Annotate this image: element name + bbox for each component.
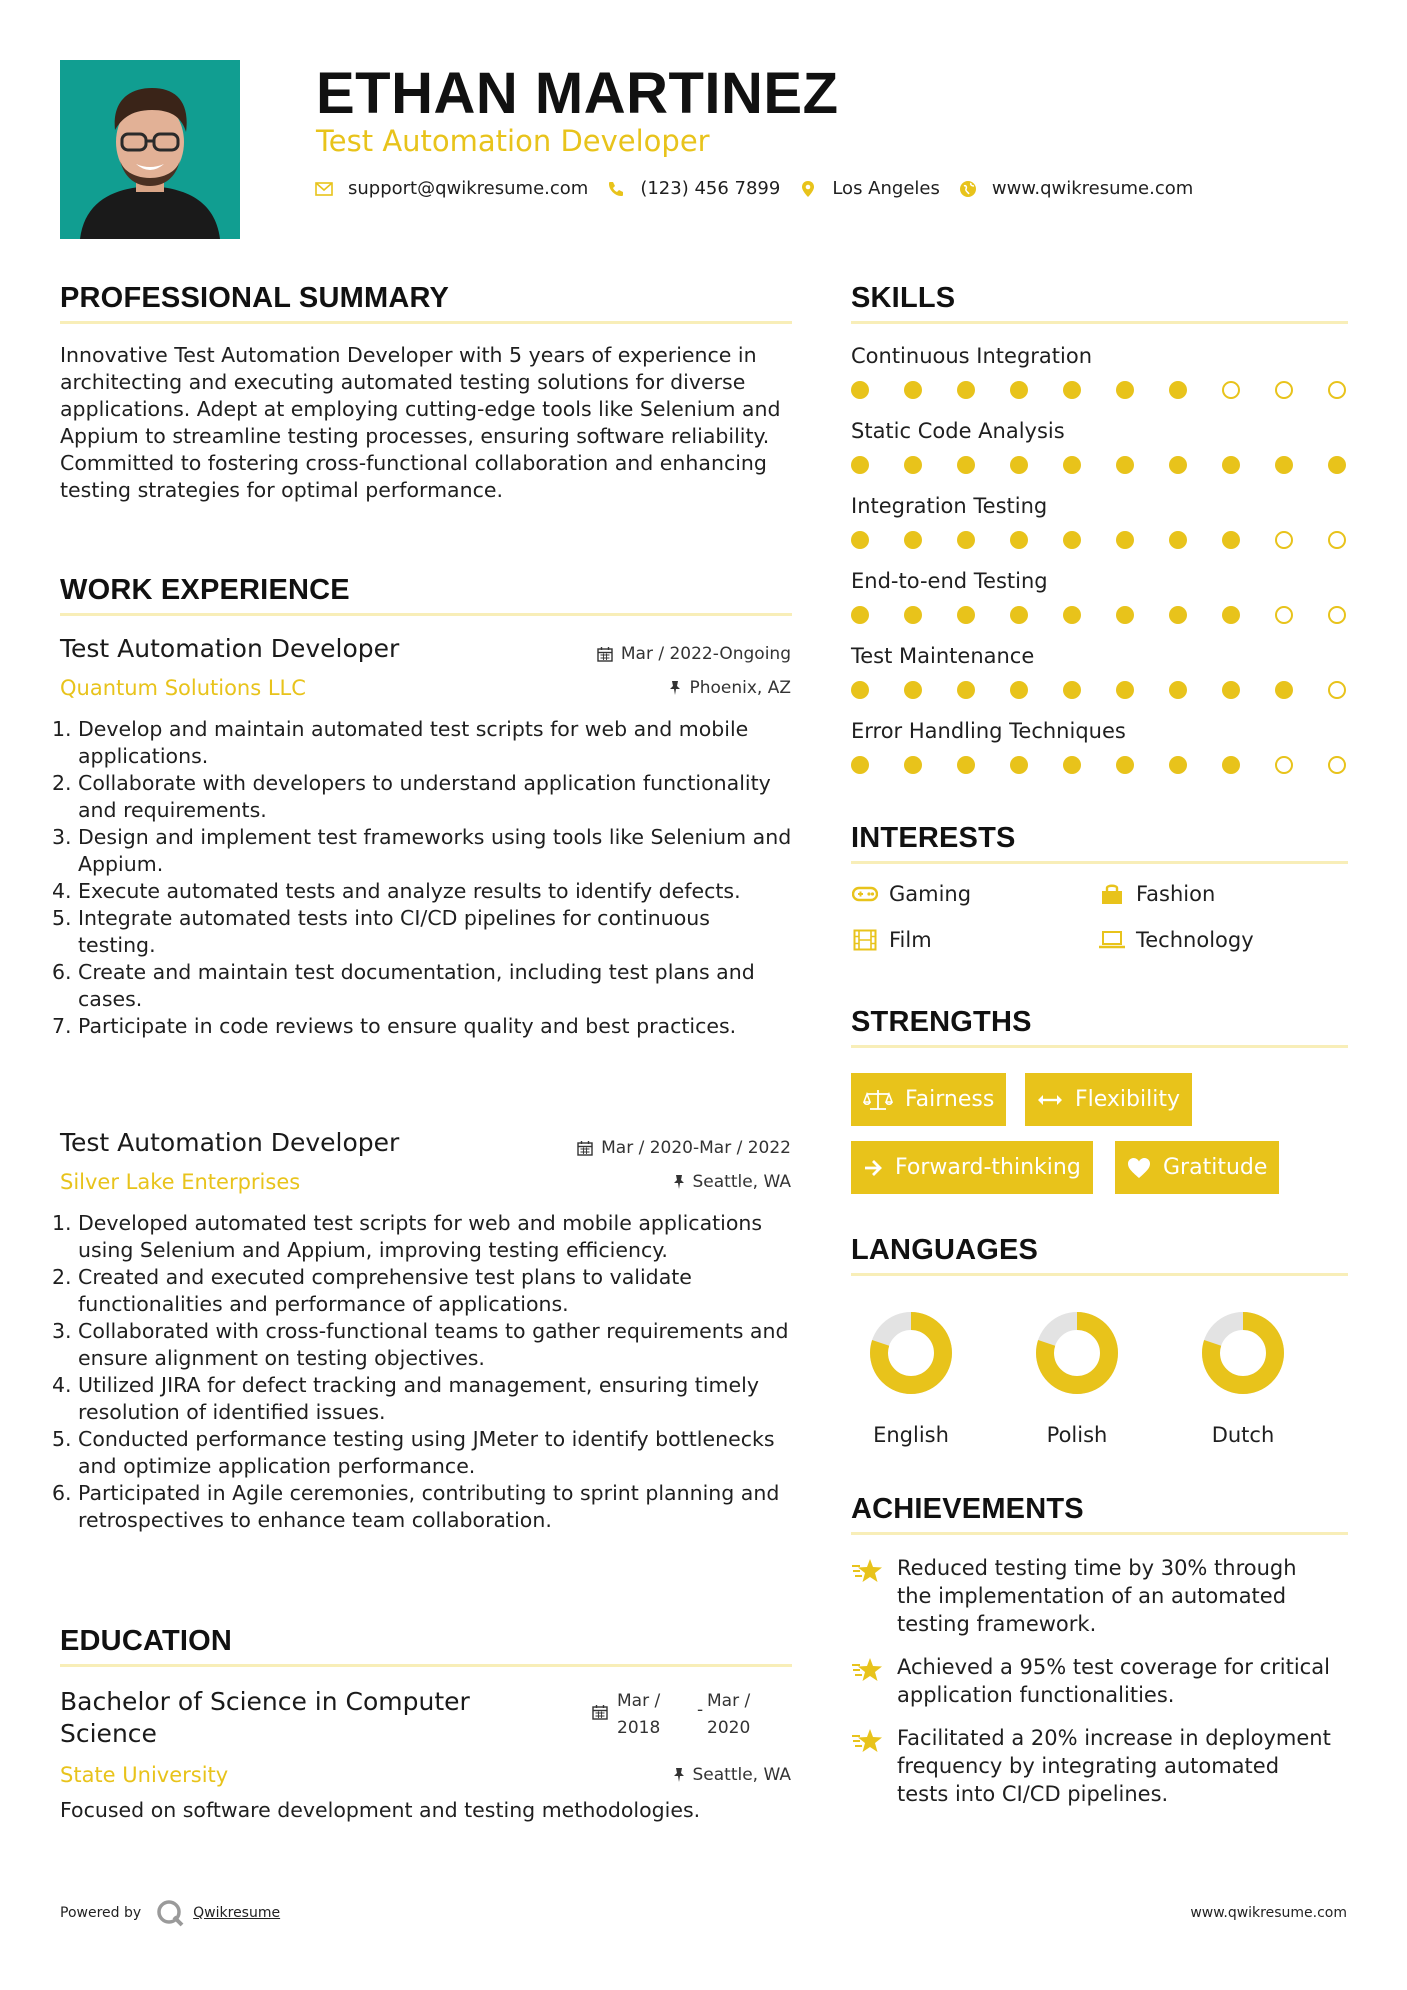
film-icon <box>851 928 879 952</box>
skill-dot-filled <box>1116 531 1134 549</box>
calendar-icon <box>597 646 613 662</box>
skills-divider <box>851 321 1348 324</box>
list-item: 1. Developed automated test scripts for web and mobile applications using Selenium and Appium, improving testing efficiency. <box>52 1211 763 1262</box>
education-end-date: Mar / 2020 <box>707 1691 751 1738</box>
arrows-horizontal-icon <box>1037 1093 1063 1107</box>
interest-label: Fashion <box>1136 882 1216 906</box>
website-link[interactable]: www.qwikresume.com <box>991 178 1194 199</box>
qwikresume-logo-icon <box>155 1898 185 1928</box>
education-start-date: Mar / 2018 <box>617 1691 661 1738</box>
summary-heading: PROFESSIONAL SUMMARY <box>60 282 450 314</box>
skill-name: Error Handling Techniques <box>851 719 1126 743</box>
skill-dot-filled <box>1222 756 1240 774</box>
skill-dot-empty <box>1275 381 1293 399</box>
skill-dot-filled <box>851 681 869 699</box>
skill-dot-filled <box>1169 606 1187 624</box>
list-item: 2. Collaborate with developers to understand application functionality and requirements. <box>52 771 771 822</box>
strength-chip <box>851 1141 1093 1194</box>
skill-dot-filled <box>1222 456 1240 474</box>
skill-dot-filled <box>904 606 922 624</box>
bag-icon <box>1098 882 1126 906</box>
achievement-text: Facilitated a 20% increase in deployment frequency by integrating automated tests into CI/CD pipelines. <box>897 1726 1331 1806</box>
skill-dot-filled <box>1010 531 1028 549</box>
skill-dot-filled <box>1063 756 1081 774</box>
skill-dot-empty <box>1275 606 1293 624</box>
skill-dot-filled <box>1116 606 1134 624</box>
achievements-heading: ACHIEVEMENTS <box>851 1493 1084 1525</box>
summary-text: Innovative Test Automation Developer with 5 years of experience in architecting and executing automated testing solutions for diverse applications. Adept at employing cutting-edge tools like Selenium and Appium to streamline testing processes, ensuring software reliability. Committed to fostering cross-functional collaboration and enhancing testing strategies for optimal performance. <box>60 343 781 502</box>
language-donut <box>869 1311 953 1395</box>
achievement-text: Reduced testing time by 30% through the implementation of an automated testing framework. <box>897 1556 1297 1636</box>
calendar-icon <box>592 1704 608 1724</box>
skill-dot-empty <box>1328 381 1346 399</box>
list-item: 7. Participate in code reviews to ensure quality and best practices. <box>52 1014 737 1038</box>
skill-name: End-to-end Testing <box>851 569 1048 593</box>
skill-dot-filled <box>1328 456 1346 474</box>
qwikresume-link[interactable]: Qwikresume <box>193 1905 281 1921</box>
candidate-role: Test Automation Developer <box>316 124 710 158</box>
skill-dot-filled <box>851 531 869 549</box>
language-name: English <box>873 1423 949 1447</box>
education-location-text: Seattle, WA <box>692 1765 791 1785</box>
footer-website[interactable]: www.qwikresume.com <box>1190 1905 1347 1921</box>
strength-label: Flexibility <box>1075 1087 1180 1112</box>
language-donut <box>1035 1311 1119 1395</box>
skill-rating <box>851 679 1351 701</box>
skill-dot-filled <box>1275 456 1293 474</box>
skill-dot-filled <box>957 381 975 399</box>
skill-dot-filled <box>1222 606 1240 624</box>
interest-fashion <box>1098 882 1215 906</box>
skill-dot-empty <box>1328 531 1346 549</box>
skill-dot-filled <box>1169 756 1187 774</box>
person-portrait-icon <box>60 60 240 239</box>
email-link[interactable]: support@qwikresume.com <box>348 178 589 199</box>
strength-label: Forward-thinking <box>895 1155 1081 1180</box>
skill-dot-filled <box>1063 606 1081 624</box>
powered-by-text: Powered by <box>60 1905 142 1921</box>
skill-dot-filled <box>1063 381 1081 399</box>
location-text: Los Angeles <box>832 178 940 199</box>
star-icon <box>851 1724 897 1808</box>
language-item <box>851 1311 971 1447</box>
skill-dot-filled <box>957 531 975 549</box>
job-2-duties <box>52 1210 792 1534</box>
job-1-dates <box>597 643 791 665</box>
language-item <box>1017 1311 1137 1447</box>
job-2-location-text: Seattle, WA <box>692 1172 791 1192</box>
skill-rating <box>851 454 1351 476</box>
job-1-company: Quantum Solutions LLC <box>60 676 306 700</box>
list-item: 4. Execute automated tests and analyze results to identify defects. <box>52 879 741 903</box>
skill-dot-empty <box>1222 381 1240 399</box>
phone-icon <box>606 179 626 199</box>
skill-dot-filled <box>1010 606 1028 624</box>
interests-divider <box>851 861 1348 864</box>
star-icon <box>851 1653 897 1709</box>
job-2-title: Test Automation Developer <box>60 1128 400 1157</box>
strength-chip <box>851 1073 1006 1126</box>
skill-dot-filled <box>851 381 869 399</box>
summary-divider <box>60 321 792 324</box>
language-item <box>1183 1311 1303 1447</box>
education-heading: EDUCATION <box>60 1625 233 1657</box>
education-degree: Bachelor of Science in Computer Science <box>60 1687 470 1748</box>
skill-dot-empty <box>1275 531 1293 549</box>
list-item: 2. Created and executed comprehensive test plans to validate functionalities and performance of applications. <box>52 1265 692 1316</box>
skill-dot-filled <box>904 756 922 774</box>
globe-icon <box>958 179 978 199</box>
education-date-dash: - <box>697 1700 704 1720</box>
job-2-company: Silver Lake Enterprises <box>60 1170 301 1194</box>
skill-dot-filled <box>1222 531 1240 549</box>
list-item: 1. Develop and maintain automated test scripts for web and mobile applications. <box>52 717 749 768</box>
candidate-name: ETHAN MARTINEZ <box>316 61 839 126</box>
footer-powered-by <box>60 1898 280 1928</box>
skill-dot-empty <box>1328 756 1346 774</box>
skill-dot-filled <box>1063 456 1081 474</box>
skill-dot-empty <box>1275 756 1293 774</box>
phone-number[interactable]: (123) 456 7899 <box>640 178 781 199</box>
list-item: 3. Collaborated with cross-functional teams to gather requirements and ensure alignment on testing objectives. <box>52 1319 789 1370</box>
skill-dot-filled <box>1116 756 1134 774</box>
list-item: 4. Utilized JIRA for defect tracking and management, ensuring timely resolution of identified issues. <box>52 1373 759 1424</box>
skill-name: Test Maintenance <box>851 644 1035 668</box>
skill-dot-filled <box>904 456 922 474</box>
interest-technology <box>1098 928 1254 952</box>
achievements-divider <box>851 1532 1348 1535</box>
work-divider <box>60 613 792 616</box>
skill-dot-filled <box>957 456 975 474</box>
interest-film <box>851 928 932 952</box>
balance-scale-icon <box>863 1088 893 1112</box>
skill-dot-filled <box>1169 381 1187 399</box>
job-1-duties <box>52 716 792 1040</box>
languages-heading: LANGUAGES <box>851 1234 1039 1266</box>
pushpin-icon <box>673 1767 685 1783</box>
skills-heading: SKILLS <box>851 282 956 314</box>
skill-rating <box>851 529 1351 551</box>
skill-dot-filled <box>851 456 869 474</box>
skill-dot-filled <box>1275 681 1293 699</box>
interest-gaming <box>851 882 971 906</box>
job-1-location <box>669 677 791 699</box>
skill-dot-filled <box>1222 681 1240 699</box>
skill-dot-filled <box>1010 456 1028 474</box>
achievement-text: Achieved a 95% test coverage for critical application functionalities. <box>897 1655 1330 1707</box>
education-location <box>673 1764 792 1786</box>
interest-label: Film <box>889 928 932 952</box>
skill-dot-filled <box>904 381 922 399</box>
interests-heading: INTERESTS <box>851 822 1016 854</box>
achievement-item <box>851 1724 1331 1808</box>
language-donut <box>1201 1311 1285 1395</box>
achievement-item <box>851 1653 1331 1709</box>
skill-rating <box>851 754 1351 776</box>
calendar-icon <box>577 1140 593 1156</box>
skill-dot-filled <box>1010 381 1028 399</box>
skill-dot-filled <box>1116 681 1134 699</box>
pushpin-icon <box>673 1174 685 1190</box>
education-divider <box>60 1664 792 1667</box>
skill-name: Integration Testing <box>851 494 1048 518</box>
pushpin-icon <box>669 680 681 696</box>
envelope-icon <box>314 179 334 199</box>
skill-dot-filled <box>957 756 975 774</box>
skill-dot-filled <box>1063 531 1081 549</box>
skill-dot-filled <box>1010 681 1028 699</box>
list-item: 6. Participated in Agile ceremonies, contributing to sprint planning and retrospectives to enhance team collaboration. <box>52 1481 780 1532</box>
skill-name: Static Code Analysis <box>851 419 1065 443</box>
skill-dot-empty <box>1328 681 1346 699</box>
skill-dot-filled <box>904 531 922 549</box>
strength-label: Fairness <box>905 1087 995 1112</box>
skill-dot-filled <box>1063 681 1081 699</box>
arrow-right-icon <box>863 1158 883 1178</box>
skill-dot-filled <box>851 606 869 624</box>
education-description: Focused on software development and testing methodologies. <box>60 1798 701 1822</box>
heart-icon <box>1127 1157 1151 1179</box>
skill-dot-filled <box>1169 456 1187 474</box>
strengths-divider <box>851 1045 1348 1048</box>
profile-photo <box>60 60 240 239</box>
skill-rating <box>851 379 1351 401</box>
job-1-title: Test Automation Developer <box>60 634 400 663</box>
strength-chip <box>1115 1141 1279 1194</box>
skill-dot-filled <box>851 756 869 774</box>
gamepad-icon <box>851 882 879 906</box>
skill-dot-filled <box>904 681 922 699</box>
work-heading: WORK EXPERIENCE <box>60 574 350 606</box>
job-1-location-text: Phoenix, AZ <box>689 678 791 698</box>
skill-dot-filled <box>1116 456 1134 474</box>
list-item: 3. Design and implement test frameworks using tools like Selenium and Appium. <box>52 825 792 876</box>
job-1-dates-text: Mar / 2022-Ongoing <box>620 644 791 664</box>
list-item: 5. Conducted performance testing using JMeter to identify bottlenecks and optimize application performance. <box>52 1427 775 1478</box>
skill-dot-filled <box>957 681 975 699</box>
star-icon <box>851 1554 897 1638</box>
skill-rating <box>851 604 1351 626</box>
education-school: State University <box>60 1763 229 1787</box>
interest-label: Technology <box>1136 928 1254 952</box>
map-marker-icon <box>798 179 818 199</box>
achievement-item <box>851 1554 1331 1638</box>
language-name: Polish <box>1046 1423 1108 1447</box>
job-2-location <box>673 1171 792 1193</box>
skill-dot-filled <box>1169 681 1187 699</box>
list-item: 6. Create and maintain test documentation, including test plans and cases. <box>52 960 755 1011</box>
interest-label: Gaming <box>889 882 972 906</box>
skill-dot-filled <box>957 606 975 624</box>
skill-dot-filled <box>1010 756 1028 774</box>
job-2-dates <box>577 1137 791 1159</box>
strength-chip <box>1025 1073 1192 1126</box>
language-name: Dutch <box>1211 1423 1275 1447</box>
strengths-heading: STRENGTHS <box>851 1006 1032 1038</box>
laptop-icon <box>1098 928 1126 952</box>
skill-dot-filled <box>1169 531 1187 549</box>
skill-dot-empty <box>1328 606 1346 624</box>
contact-bar <box>314 178 1211 199</box>
skill-name: Continuous Integration <box>851 344 1092 368</box>
list-item: 5. Integrate automated tests into CI/CD pipelines for continuous testing. <box>52 906 710 957</box>
languages-divider <box>851 1273 1348 1276</box>
job-2-dates-text: Mar / 2020-Mar / 2022 <box>601 1138 791 1158</box>
strength-label: Gratitude <box>1163 1155 1268 1180</box>
skill-dot-filled <box>1116 381 1134 399</box>
